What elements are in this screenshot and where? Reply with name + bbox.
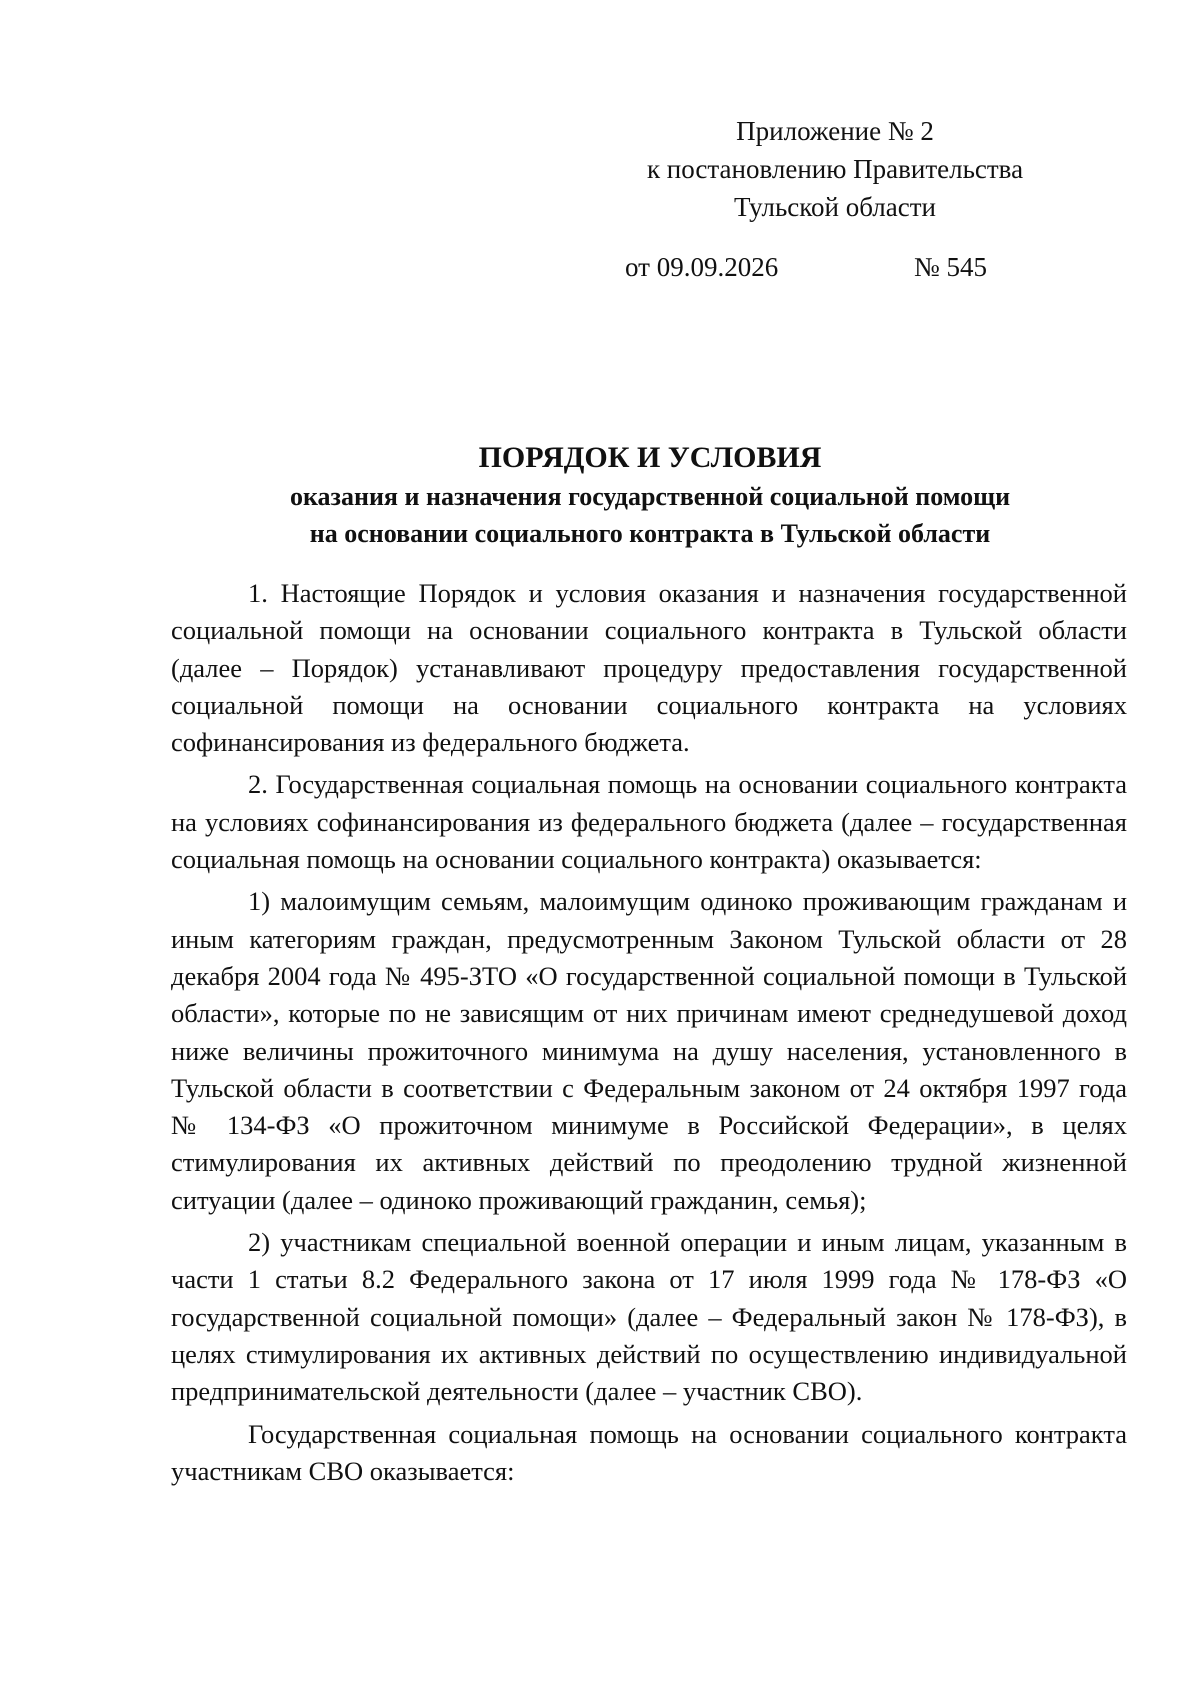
decree-number: № 545: [914, 252, 988, 282]
paragraph-2: 2. Государственная социальная помощь на основании социального контракта на условиях софинансирования из федерального бюджета (далее – государственная социальная помощь на основании социального контракта) оказывается:: [171, 769, 1127, 875]
paragraph-svo-intro: Государственная социальная помощь на основании социального контракта участникам СВО оказывается:: [171, 1418, 1127, 1486]
subparagraph-1: 1) малоимущим семьям, малоимущим одиноко проживающим гражданам и иным категориям граждан, предусмотренным Законом Тульской области от 28 декабря 2004 года № 495-ЗТО «О государственной социальной помощи в Тульской области», которые по не зависящим от них причинам имеют среднедушевой доход ниже величины прожиточного минимума на душу населения, установленного в Тульской области в соответствии с Федеральным законом от 24 октября 1997 года № 134-ФЗ «О прожиточном минимуме в Российской Федерации», в целях стимулирования их активных действий по преодолению трудной жизненной ситуации (далее – одиноко проживающий гражданин, семья);: [171, 886, 1127, 1215]
appendix-region: Тульской области: [734, 192, 936, 222]
paragraph-1: 1. Настоящие Порядок и условия оказания и назначения государственной социальной помощи на основании социального контракта в Тульской области (далее – Порядок) устанавливают процедуру предоставления государственной социальной помощи на основании социального контракта на условиях софинансирования из федерального бюджета.: [171, 578, 1127, 758]
appendix-reference: к постановлению Правительства: [646, 154, 1024, 184]
document-subtitle-line-2: на основании социального контракта в Тульской области: [309, 519, 991, 548]
document-title: ПОРЯДОК И УСЛОВИЯ: [478, 441, 822, 474]
document-title-block: [170, 438, 1130, 552]
appendix-header: [600, 112, 1070, 226]
document-body: [171, 575, 1127, 1490]
subparagraph-2: 2) участникам специальной военной операции и иным лицам, указанным в части 1 статьи 8.2 Федерального закона от 17 июля 1999 года № 178-ФЗ «О государственной социальной помощи» (далее – Федеральный закон № 178-ФЗ), в целях стимулирования их активных действий по осуществлению индивидуальной предпринимательской деятельности (далее – участник СВО).: [171, 1227, 1127, 1407]
document-subtitle-line-1: оказания и назначения государственной социальной помощи: [289, 482, 1011, 511]
decree-date: от 09.09.2026: [625, 252, 779, 282]
appendix-title: Приложение № 2: [736, 116, 934, 146]
